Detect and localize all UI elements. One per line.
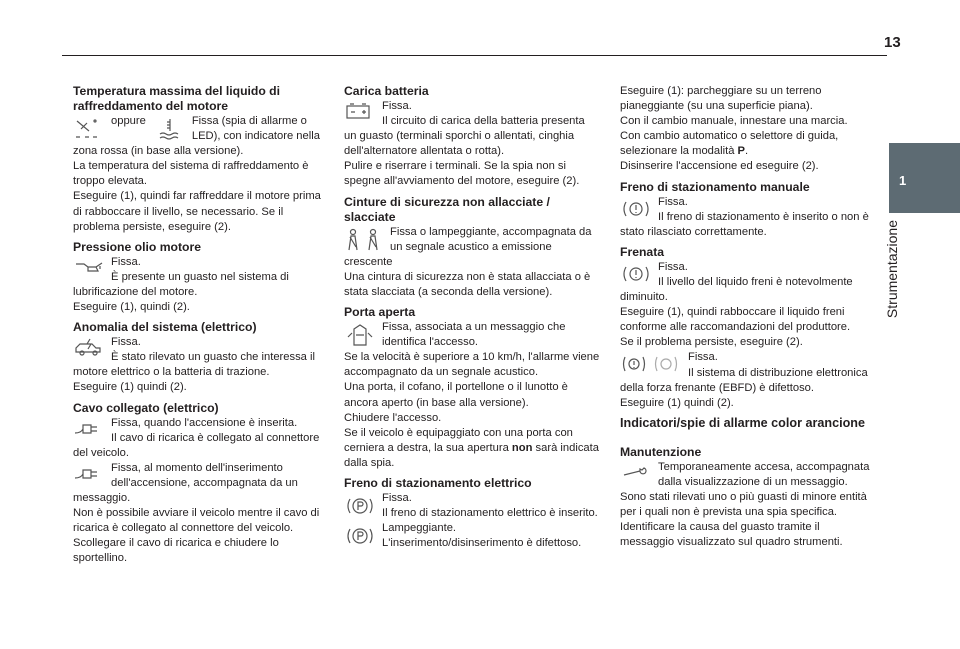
coolant-temperature-icon <box>73 117 105 141</box>
oil-line-3: Eseguire (1), quindi (2). <box>73 301 190 314</box>
cable-line-2: Il cavo di ricarica è collegato al connettore del veicolo. <box>73 431 320 459</box>
oil-line-2: È presente un guasto nel sistema di lubrificazione del motore. <box>73 270 289 298</box>
braking-title: Frenata <box>620 244 665 259</box>
manual-parking-brake-title: Freno di stazionamento manuale <box>620 179 810 194</box>
braking-line-2: Il livello del liquido freni è notevolmente diminuito. <box>620 275 853 304</box>
coolant-level-icon <box>154 117 186 141</box>
column-1 <box>73 84 329 566</box>
maintenance-line-2: Sono stati rilevati uno o più guasti di minore entità per i quali non è prevista una spia specifica. <box>620 490 867 519</box>
epb-line-1: Fissa. <box>382 491 412 504</box>
parking-brake-icon <box>344 494 376 518</box>
door-open-title: Porta aperta <box>344 305 416 320</box>
seatbelt-icon <box>344 228 384 254</box>
intro-line-3: Con cambio automatico o selettore di guida, selezionare la modalità P. <box>620 130 839 158</box>
braking-line-7: Eseguire (1) quindi (2). <box>620 396 734 409</box>
maintenance-title: Manutenzione <box>620 444 702 459</box>
door-line-1: Fissa, associata a un messaggio che identifica l'accesso. <box>382 321 566 349</box>
seatbelt-line-1: Fissa o lampeggiante, accompagnata da un segnale acustico a emissione crescente <box>344 225 592 268</box>
oil-line-1: Fissa. <box>111 255 141 268</box>
seatbelt-line-2: Una cintura di sicurezza non è stata allacciata o è stata slacciata (a seconda della versione). <box>344 270 591 298</box>
door-line-5: Se il veicolo è equipaggiato con una porta con cerniera a destra, la sua apertura non sarà indicata dalla spia. <box>344 426 599 469</box>
chapter-tab-number: 1 <box>899 173 907 188</box>
cable-line-5: Scollegare il cavo di ricarica e chiudere lo sportellino. <box>73 537 279 565</box>
seatbelt-title: Cinture di sicurezza non allacciate / slacciate <box>344 194 550 224</box>
ebfd-icon <box>620 353 682 375</box>
manual-brake-line-1: Fissa. <box>658 195 688 208</box>
braking-line-3: Eseguire (1), quindi rabboccare il liquido freni conforme alle raccomandazioni del produttore. <box>620 306 851 334</box>
electric-fault-title: Anomalia del sistema (elettrico) <box>73 320 257 335</box>
brake-fluid-icon <box>620 263 652 285</box>
charging-cable-icon <box>73 419 105 437</box>
electric-parking-brake-title: Freno di stazionamento elettrico <box>344 475 532 490</box>
column-2 <box>344 84 600 551</box>
coolant-line-2: La temperatura del sistema di raffreddamento è troppo elevata. <box>73 160 309 188</box>
electric-line-1: Fissa. <box>111 336 141 349</box>
car-fault-icon <box>73 338 105 356</box>
coolant-oppure: oppure <box>111 115 146 127</box>
manual-brake-line-2: Il freno di stazionamento è inserito o non è stato rilasciato correttamente. <box>620 210 869 238</box>
cable-connected-title: Cavo collegato (elettrico) <box>73 400 219 415</box>
door-line-2: Se la velocità è superiore a 10 km/h, l'allarme viene accompagnato da un segnale acustico. <box>344 351 600 379</box>
charging-cable-message-icon <box>73 464 105 482</box>
electric-line-3: Eseguire (1) quindi (2). <box>73 381 187 394</box>
cable-line-4: Non è possibile avviare il veicolo mentre il cavo di ricarica è collegato al connettore del veicolo. <box>73 507 320 535</box>
chapter-label: Strumentazione <box>884 220 900 319</box>
page-number: 13 <box>884 34 901 51</box>
oil-can-icon <box>73 258 105 274</box>
coolant-line-1: Fissa (spia di allarme o LED), con indicatore nella zona rossa (in base alla versione). <box>73 115 320 158</box>
epb-line-2: Il freno di stazionamento elettrico è inserito. <box>382 507 598 520</box>
door-line-3: Una porta, il cofano, il portellone o il lunotto è ancora aperto (in base alla versione). <box>344 381 568 409</box>
coolant-line-3: Eseguire (1), quindi far raffreddare il motore prima di rabboccare il livello, se necessario. Se il problema persiste, eseguire (2). <box>73 190 321 233</box>
door-open-icon <box>344 323 376 349</box>
maintenance-line-3: Identificare la causa del guasto tramite il messaggio visualizzato sul quadro strumenti. <box>620 521 843 549</box>
wrench-icon <box>620 463 652 481</box>
battery-title: Carica batteria <box>344 84 429 98</box>
braking-line-4: Se il problema persiste, eseguire (2). <box>620 336 803 349</box>
epb-line-3: Lampeggiante. <box>382 522 457 535</box>
epb-line-4: L'inserimento/disinserimento è difettoso. <box>382 537 582 550</box>
door-line-4: Chiudere l'accesso. <box>344 411 442 424</box>
column-3 <box>620 84 876 550</box>
cable-line-1: Fissa, quando l'accensione è inserita. <box>111 416 298 429</box>
orange-warnings-title: Indicatori/spie di allarme color arancione <box>620 415 865 430</box>
brake-warning-icon <box>620 198 652 220</box>
braking-line-1: Fissa. <box>658 260 688 273</box>
braking-line-5: Fissa. <box>688 351 718 364</box>
battery-line-3: Pulire e riserrare i terminali. Se la spia non si spegne all'avviamento del motore, eseguire (2). <box>344 160 580 188</box>
intro-line-1: Eseguire (1): parcheggiare su un terreno pianeggiante (su una superficie piana). <box>620 85 822 113</box>
intro-line-2: Con il cambio manuale, innestare una marcia. <box>620 115 848 128</box>
parking-brake-flashing-icon <box>344 524 376 548</box>
battery-line-1: Fissa. <box>382 100 412 112</box>
battery-line-2: Il circuito di carica della batteria presenta un guasto (terminali sporchi o allentati, cinghia dell'alternatore allentata o rotta). <box>344 115 585 158</box>
braking-line-6: Il sistema di distribuzione elettronica della forza frenante (EBFD) è difettoso. <box>620 366 868 394</box>
battery-icon <box>344 102 376 120</box>
intro-line-4: Disinserire l'accensione ed eseguire (2). <box>620 160 819 173</box>
cable-line-3: Fissa, al momento dell'inserimento dell'accensione, accompagnata da un messaggio. <box>73 461 298 504</box>
header-rule <box>62 55 887 56</box>
oil-pressure-title: Pressione olio motore <box>73 239 201 254</box>
coolant-temp-title: Temperatura massima del liquido di raffreddamento del motore <box>73 84 281 113</box>
electric-line-2: È stato rilevato un guasto che interessa il motore elettrico o la batteria di trazione. <box>73 351 315 379</box>
maintenance-line-1: Temporaneamente accesa, accompagnata dalla visualizzazione di un messaggio. <box>658 460 870 488</box>
